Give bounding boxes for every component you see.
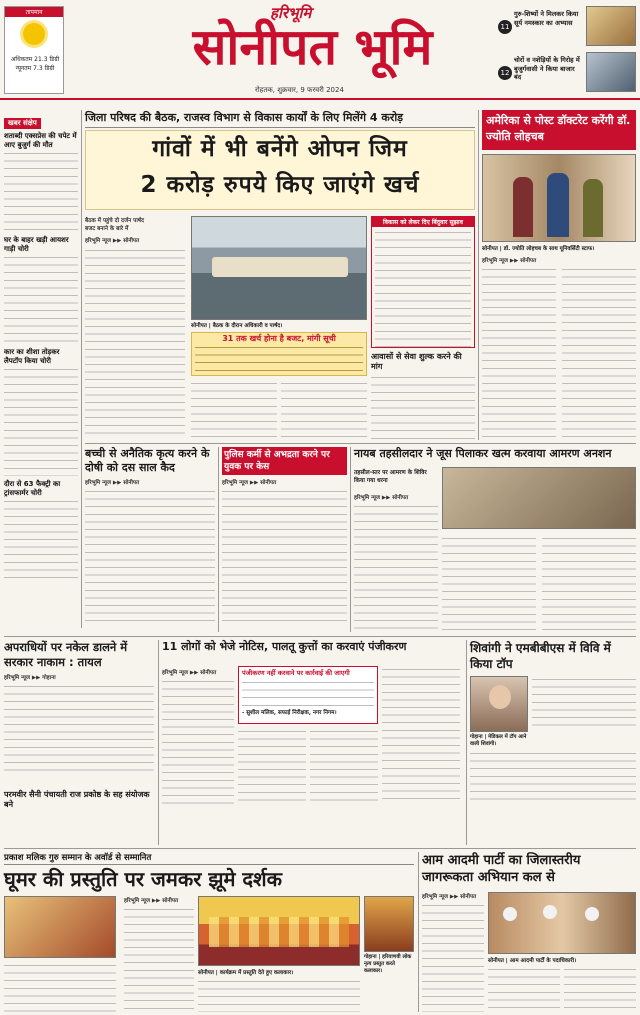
- lead-headline-line-2: 2 करोड़ रुपये किए जाएंगे खर्च: [140, 172, 420, 198]
- brand-logo: हरिभूमि: [270, 4, 312, 22]
- right-top-body-2: [562, 266, 636, 440]
- sun-icon: [23, 23, 45, 45]
- story-shivangi-photo: [470, 676, 528, 732]
- lead-story: [85, 110, 475, 440]
- teaser-1-text: गुरु-शिष्यों ने मिलकर किया सूर्य नमस्कार का अभ्यास: [514, 10, 579, 27]
- story-fast-headline[interactable]: नायब तहसीलदार ने जूस पिलाकर खत्म करवाया आमरण अनशन: [354, 447, 612, 460]
- brief-body-4: [4, 498, 78, 578]
- masthead: [0, 0, 640, 100]
- teaser-2-text: चोरों व नशेड़ियों के गिरोह में बुजुर्गवासी ने किया बाजार बंद: [514, 56, 580, 81]
- story-fast-body-3: [542, 535, 636, 631]
- brief-body-2: [4, 254, 78, 344]
- brief-headline-1[interactable]: शताब्दी एक्सप्रेस की चपेट में आए बुजुर्ग की मौत: [4, 132, 77, 149]
- teaser-1-number: 11: [498, 20, 512, 34]
- story-award-headline[interactable]: घूमर की प्रस्तुति पर जमकर झूमे दर्शक: [4, 867, 282, 891]
- lead-kicker: जिला परिषद की बैठक, राजस्व विभाग से विकास कार्यों के लिए मिलेंगे 4 करोड़: [85, 110, 475, 128]
- dateline: रोहतक, शुक्रवार, 9 फरवरी 2024: [255, 86, 344, 94]
- story-fast-body-2: [442, 535, 536, 631]
- story-award-side-caption: गोहाना | हरियाणवी लोक नृत्य प्रस्तुत करते कलाकार।: [364, 954, 412, 974]
- story-tayal-body: [4, 683, 154, 773]
- brief-body-1: [4, 150, 78, 232]
- lead-body-col-3: [281, 380, 367, 440]
- lead-subhead: आवासों से सेवा शुल्क करने की मांग: [371, 352, 462, 371]
- story-aap-headline[interactable]: आम आदमी पार्टी का जिलास्तरीय जागरूकता अभियान कल से: [422, 853, 581, 885]
- lead-photo: [191, 216, 367, 320]
- story-police: [222, 447, 347, 632]
- lead-headline-box: [85, 130, 475, 210]
- temp-max: अधिकतम 21.3 डिग्री: [10, 56, 60, 63]
- story-award-photo-main: [198, 896, 360, 966]
- brief-headline-2[interactable]: घर के बाहर खड़ी आयशर गाड़ी चोरी: [4, 236, 69, 253]
- lead-quote-title: 31 तक खर्च होना है बजट, मांगी सूची: [222, 334, 336, 343]
- teaser-2[interactable]: [498, 52, 636, 94]
- right-top-byline: हरिभूमि न्यूज ▶▶ सोनीपत: [482, 258, 537, 264]
- temp-min: न्यूनतम 7.3 डिग्री: [15, 65, 55, 72]
- story-shivangi-body-1: [532, 676, 636, 732]
- story-award-photo-side: [364, 896, 414, 952]
- teaser-1-photo: [586, 6, 636, 46]
- story-dogs-body-1: [162, 678, 234, 806]
- story-award-body-1: [4, 962, 116, 1012]
- lead-headline-line-1: गांवों में भी बनेंगे ओपन जिम: [152, 136, 408, 162]
- right-top-story: [482, 110, 636, 440]
- story-dogs-byline: हरिभूमि न्यूज ▶▶ सोनीपत: [162, 670, 217, 676]
- story-shivangi-headline[interactable]: शिवांगी ने एमबीबीएस में विवि में किया टॉप: [470, 641, 611, 671]
- story-fast-bullet: तहसील-स्तर पर आमरण के शिविर किया गया धरना: [354, 470, 427, 484]
- story-award-byline: हरिभूमि न्यूज ▶▶ सोनीपत: [124, 898, 179, 904]
- lead-body-col-4: [371, 374, 475, 440]
- story-award-body-3: [198, 978, 360, 1012]
- story-conviction-headline[interactable]: बच्ची से अनैतिक कृत्य करने के दोषी को दस साल कैद: [85, 447, 210, 474]
- story-fast: [354, 447, 636, 632]
- story-police-headline[interactable]: पुलिस कर्मी से अभद्रता करने पर युवक पर केस: [222, 447, 347, 475]
- story-dogs-body-2: [238, 728, 306, 806]
- lead-bullet-2: बजट बनाने के बारे में: [85, 226, 129, 232]
- story-saini-headline[interactable]: परमवीर सैनी पंचायती राज प्रकोष्ठ के सह संयोजक बने: [4, 790, 150, 809]
- story-award: [4, 852, 414, 1012]
- lead-quote-box: [191, 332, 367, 376]
- story-aap-body-2: [488, 966, 560, 1012]
- lead-side-box: [371, 216, 475, 348]
- story-award-kicker: प्रकाश मलिक गुरु सम्मान के अवॉर्ड से सम्मानित: [4, 852, 414, 865]
- story-dogs-box-title: पंजीकरण नहीं करवाने पर कार्रवाई की जाएगी: [242, 669, 350, 677]
- sidebar-label: खबर संक्षेप: [4, 118, 41, 129]
- lead-body-col-2: [191, 380, 277, 440]
- story-conviction-body: [85, 488, 215, 628]
- story-aap-byline: हरिभूमि न्यूज ▶▶ सोनीपत: [422, 894, 477, 900]
- lead-bullet-1: बैठक में पहुंचे दो दर्जन पार्षद: [85, 218, 144, 224]
- lead-body-col-1: [85, 247, 185, 437]
- brief-body-3: [4, 366, 78, 476]
- story-award-caption: सोनीपत | कार्यक्रम में प्रस्तुति देते हुए कलाकार।: [198, 970, 294, 976]
- story-police-byline: हरिभूमि न्यूज ▶▶ सोनीपत: [222, 480, 277, 486]
- lead-photo-caption: सोनीपत | बैठक के दौरान अधिकारी व पार्षद।: [191, 323, 283, 329]
- story-dogs-quote-box: [238, 666, 378, 724]
- story-fast-body-1: [354, 503, 438, 631]
- story-aap-body-1: [422, 902, 484, 1012]
- page-title: सोनीपत भूमि: [192, 17, 433, 76]
- story-shivangi-body-2: [470, 750, 636, 806]
- brief-headline-3[interactable]: कार का शीशा तोड़कर लैपटॉप किया चोरी: [4, 348, 60, 365]
- story-police-body: [222, 488, 347, 623]
- story-fast-byline: हरिभूमि न्यूज ▶▶ सोनीपत: [354, 495, 409, 501]
- story-tayal-byline: हरिभूमि न्यूज ▶▶ गोहाना: [4, 675, 56, 681]
- right-top-body-1: [482, 266, 556, 440]
- story-dogs-body-4: [382, 666, 460, 806]
- weather-label: तापमान: [5, 7, 63, 17]
- teaser-1[interactable]: [498, 6, 636, 48]
- right-top-photo: [482, 154, 636, 242]
- right-top-caption: सोनीपत | डॉ. ज्योति लोहचब के साथ यूनिवर्सिटी स्टाफ।: [482, 246, 595, 252]
- story-award-body-2: [124, 906, 194, 1012]
- story-dogs-box-author: - सुशील मलिक, सफाई निरीक्षक, नगर निगम।: [242, 710, 337, 716]
- story-award-photo-small: [4, 896, 116, 958]
- story-shivangi: [470, 640, 636, 845]
- story-shivangi-caption: गोहाना | मेडिकल में टॉप आने वाली शिवांगी।: [470, 734, 527, 747]
- story-aap-caption: सोनीपत | आम आदमी पार्टी के पदाधिकारी।: [488, 958, 577, 964]
- story-aap: [422, 852, 636, 1012]
- story-tayal: [4, 640, 154, 845]
- story-tayal-headline[interactable]: अपराधियों पर नकेल डालने में सरकार नाकाम : तायल: [4, 640, 128, 669]
- story-dogs-body-3: [310, 728, 378, 806]
- story-dogs-headline[interactable]: 11 लोगों को भेजे नोटिस, पालतू कुत्तों का करवाएं पंजीकरण: [162, 640, 407, 653]
- right-top-headline: अमेरिका से पोस्ट डॉक्टरेट करेंगी डॉ. ज्योति लोहचब: [482, 110, 636, 150]
- story-conviction: [85, 447, 215, 632]
- weather-box: [4, 6, 64, 94]
- story-fast-photo: [442, 467, 636, 529]
- story-conviction-byline: हरिभूमि न्यूज ▶▶ सोनीपत: [85, 480, 140, 486]
- lead-side-box-label: विकास को लेकर दिए बिंदुवार सुझाव: [372, 217, 474, 227]
- story-dogs: [162, 640, 462, 845]
- story-aap-photo: [488, 892, 636, 954]
- lead-byline: हरिभूमि न्यूज ▶▶ सोनीपत: [85, 238, 140, 244]
- story-aap-body-3: [564, 966, 636, 1012]
- news-brief-sidebar: [4, 110, 78, 630]
- teaser-2-photo: [586, 52, 636, 92]
- brief-headline-4[interactable]: दौरा से 63 फैक्ट्री का ट्रांसफार्मर चोरी: [4, 480, 61, 497]
- teaser-2-number: 12: [498, 66, 512, 80]
